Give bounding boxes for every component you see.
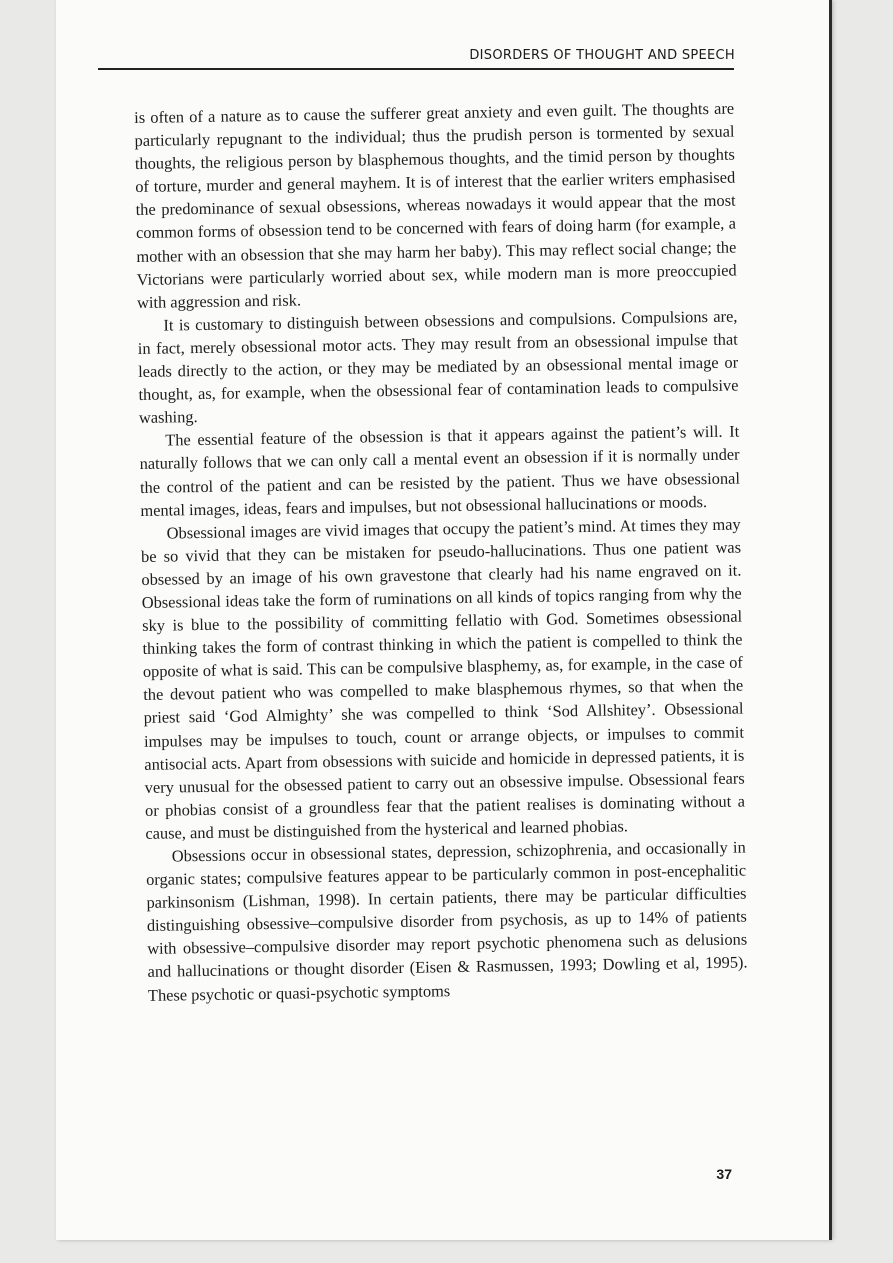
body-text — [134, 97, 748, 1007]
running-head: DISORDERS OF THOUGHT AND SPEECH — [469, 48, 735, 63]
paragraph-compulsions: It is customary to distinguish between obsessions and compulsions. Compulsions are, in fact, merely obsessional motor acts. They may result from an obsessional impulse that leads directly to the action, or they may be mediated by an obsessional mental image or thought, as, for example, when the obsessional fear of contamination leads to compulsive washing. — [137, 306, 739, 428]
page-edge — [829, 0, 832, 1240]
paragraph-essential-feature: The essential feature of the obsession is that it appears against the patient’s will. It naturally follows that we can only call a mental event an obsession if it is normally under the control of the patient and can be resisted by the patient. Thus we have obsessional mental images, ideas, fears and impulses, but not obsessional hallucinations or moods. — [139, 421, 741, 520]
paragraph-obsessions-occur: Obsessions occur in obsessional states, depression, schizophrenia, and occasionally in organic states; compulsive features appear to be particularly common in post-encephalitic parkinsonism (Lishman, 1998). In certain patients, there may be particular difficulties distinguishing obsessive–compulsive disorder from psychosis, as up to 14% of patients with obsessive–compulsive disorder may report psychotic phenomena such as delusions and hallucinations or thought disorder (Eisen & Rasmussen, 1993; Dowling et al, 1995). These psychotic or quasi-psychotic symptoms — [146, 837, 748, 1005]
header-rule — [98, 68, 734, 70]
page-number: 37 — [716, 1166, 732, 1182]
paragraph-continued: is often of a nature as to cause the sufferer great anxiety and even guilt. The thoughts are particularly repugnant to the individual; thus the prudish person is tormented by sexual thoughts, the religious person by blasphemous thoughts, and the timid person by thoughts of torture, murder and general mayhem. It is of interest that the earlier writers emphasised the predominance of sexual obsessions, whereas nowadays it would appear that the most common forms of obsession tend to be concerned with fears of doing harm (for example, a mother with an obsession that she may harm her baby). This may reflect social change; the Victorians were particularly worried about sex, while modern man is more preoccupied with aggression and risk. — [134, 98, 737, 312]
paragraph-obsessional-images: Obsessional images are vivid images that occupy the patient’s mind. At times they may be so vivid that they can be mistaken for pseudo-hallucinations. Thus one patient was obsessed by an image of his own gravestone that clearly had his name engraved on it. Obsessional ideas take the form of ruminations on all kinds of topics ranging from why the sky is blue to the possibility of committing fellatio with God. Sometimes obsessional thinking takes the form of contrast thinking in which the patient is compelled to think the opposite of what is said. This can be compulsive blasphemy, as, for example, in the case of the devout patient who was compelled to make blasphemous rhymes, so that when the priest said ‘God Almighty’ she was compelled to think ‘Sod Allshitey’. Obsessional impulses may be impulses to touch, count or arrange objects, or impulses to commit antisocial acts. Apart from obsessions with suicide and homicide in depressed patients, it is very unusual for the obsessed patient to carry out an obsessive impulse. Obsessional fears or phobias consist of a groundless fear that the patient realises is dominating without a cause, and must be distinguished from the hysterical and learned phobias. — [140, 514, 746, 843]
